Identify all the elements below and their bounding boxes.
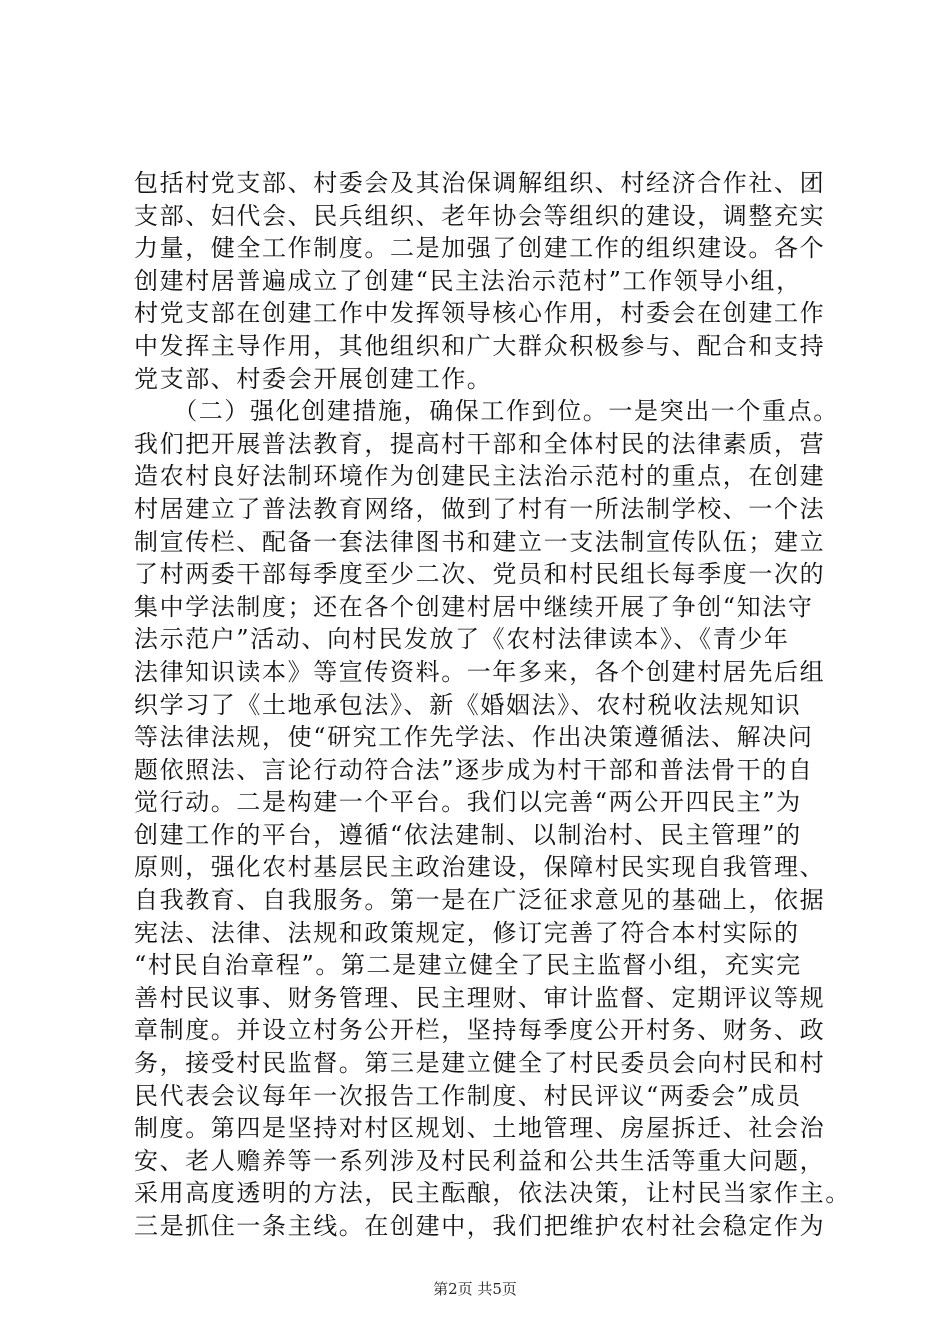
text-line: 法示范户”活动、向村民发放了《农村法律读本》、《青少年 (134, 625, 790, 654)
text-line: 善村民议事、财务管理、民主理财、审计监督、定期评议等规 (134, 983, 826, 1012)
text-line: 法律知识读本》等宣传资料。一年多来，各个创建村居先后组 (134, 657, 826, 686)
text-line: 制度。第四是坚持对村区规划、土地管理、房屋拆迁、社会治 (134, 1114, 826, 1143)
body-text (134, 167, 851, 1243)
text-line: 制宣传栏、配备一套法律图书和建立一支法制宣传队伍；建立 (134, 527, 826, 556)
text-line: （二）强化创建措施，确保工作到位。一是突出一个重点。 (134, 397, 839, 426)
text-line: 支部、妇代会、民兵组织、老年协会等组织的建设，调整充实 (134, 201, 826, 230)
text-line: 集中学法制度；还在各个创建村居中继续开展了争创“知法守 (134, 592, 814, 621)
text-line: 采用高度透明的方法，民主酝酿，依法决策，让村民当家作主。 (134, 1179, 851, 1208)
text-line: 了村两委干部每季度至少二次、党员和村民组长每季度一次的 (134, 560, 826, 589)
text-line: 务，接受村民监督。第三是建立健全了村民委员会向村民和村 (134, 1049, 826, 1078)
text-line: 宪法、法律、法规和政策规定，修订完善了符合本村实际的 (134, 918, 800, 947)
text-line: 创建村居普遍成立了创建“民主法治示范村”工作领导小组， (134, 266, 802, 295)
text-line: 自我教育、自我服务。第一是在广泛征求意见的基础上，依据 (134, 886, 826, 915)
text-line: 织学习了《土地承包法》、新《婚姻法》、农村税收法规知识 (134, 690, 802, 719)
text-line: 造农村良好法制环境作为创建民主法治示范村的重点，在创建 (134, 462, 826, 491)
text-line: 创建工作的平台，遵循“依法建制、以制治村、民主管理”的 (134, 820, 802, 849)
text-line: 力量，健全工作制度。二是加强了创建工作的组织建设。各个 (134, 234, 826, 263)
text-line: 村居建立了普法教育网络，做到了村有一所法制学校、一个法 (134, 494, 826, 523)
text-line: 安、老人赡养等一系列涉及村民利益和公共生活等重大问题， (134, 1146, 826, 1175)
text-line: 觉行动。二是构建一个平台。我们以完善“两公开四民主”为 (134, 788, 802, 817)
text-line: 原则，强化农村基层民主政治建设，保障村民实现自我管理、 (134, 853, 826, 882)
text-line: 三是抓住一条主线。在创建中，我们把维护农村社会稳定作为 (134, 1212, 826, 1240)
page-footer: 第2页 共5页 (433, 1280, 517, 1298)
text-line: 题依照法、言论行动符合法”逐步成为村干部和普法骨干的自 (134, 755, 814, 784)
text-line: “村民自治章程”。第二是建立健全了民主监督小组，充实完 (134, 951, 802, 980)
text-line: 党支部、村委会开展创建工作。 (134, 364, 493, 393)
text-line: 民代表会议每年一次报告工作制度、村民评议“两委会”成员 (134, 1081, 802, 1110)
text-line: 等法律法规，使“研究工作先学法、作出决策遵循法、解决问 (134, 723, 814, 752)
text-line: 章制度。并设立村务公开栏，坚持每季度公开村务、财务、政 (134, 1016, 826, 1045)
text-line: 我们把开展普法教育，提高村干部和全体村民的法律素质，营 (134, 429, 826, 458)
text-line: 中发挥主导作用，其他组织和广大群众积极参与、配合和支持 (134, 331, 826, 360)
text-line: 包括村党支部、村委会及其治保调解组织、村经济合作社、团 (134, 169, 826, 197)
text-line: 村党支部在创建工作中发挥领导核心作用，村委会在创建工作 (134, 299, 826, 328)
